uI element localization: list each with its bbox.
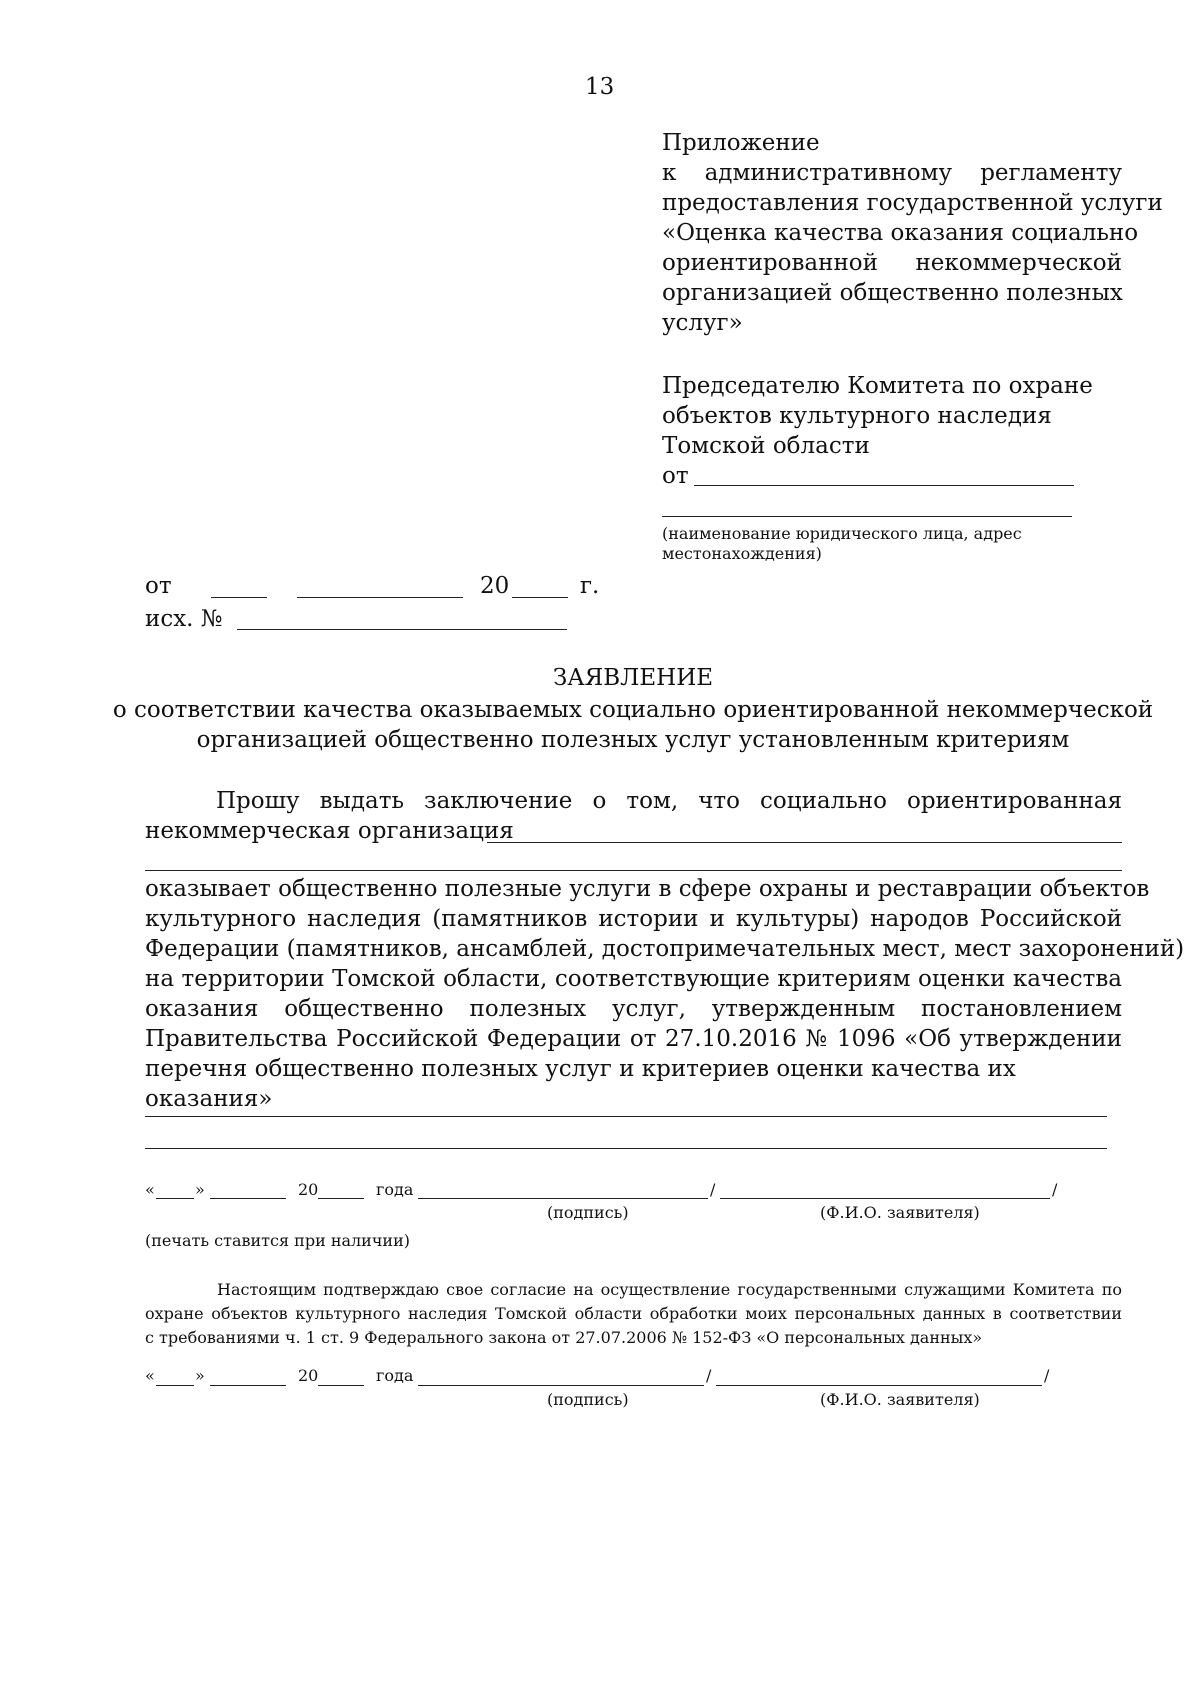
sig1-signature-field[interactable] (418, 1198, 708, 1199)
applicant-field-1[interactable] (694, 485, 1074, 486)
outgoing-year-suffix: г. (580, 573, 600, 599)
statement-title: ЗАЯВЛЕНИЕ (552, 665, 714, 691)
sig2-quote-open: « (145, 1366, 155, 1385)
appendix-line: «Оценка качества оказания социально (662, 220, 1139, 246)
addressee-caption: (наименование юридического лица, адрес местонахождения) (662, 524, 1022, 563)
body-line: Федерации (памятников, ансамблей, достопримечательных мест, мест захоронений) (145, 936, 1185, 962)
page-number: 13 (585, 74, 615, 100)
sig2-slash: / (706, 1366, 712, 1385)
body-org-label: некоммерческая организация (145, 818, 514, 844)
sig2-year-prefix: 20 (298, 1366, 319, 1385)
sig1-month-field[interactable] (210, 1198, 286, 1199)
sig2-month-field[interactable] (210, 1385, 286, 1386)
outgoing-number-label: исх. № (145, 606, 223, 632)
sig1-quote-open: « (145, 1180, 155, 1199)
statement-subtitle: о соответствии качества оказываемых социально ориентированной некоммерческой (112, 697, 1154, 723)
sig1-year-prefix: 20 (298, 1180, 319, 1199)
sig1-year-word: года (376, 1180, 414, 1199)
appendix-line: услуг» (662, 310, 743, 336)
organization-name-field[interactable] (487, 842, 1122, 843)
outgoing-number-field[interactable] (237, 629, 567, 630)
addressee-line: Председателю Комитета по охране (662, 373, 1093, 399)
addressee-block (662, 371, 1122, 461)
sig2-name-caption: (Ф.И.О. заявителя) (820, 1390, 980, 1409)
body-text (145, 874, 1185, 1114)
sig2-day-field[interactable] (156, 1385, 194, 1386)
appendix-line: организацией общественно полезных (662, 280, 1123, 306)
body-line: оказывает общественно полезные услуги в сфере охраны и реставрации объектов (145, 876, 1150, 902)
sig1-day-field[interactable] (156, 1198, 194, 1199)
addressee-line: Томской области (662, 433, 870, 459)
outgoing-day-field[interactable] (211, 597, 267, 598)
sig1-slash: / (1052, 1180, 1058, 1199)
sig2-year-word: года (376, 1366, 414, 1385)
body-line: Правительства Российской Федерации от 27.10.2016 № 1096 «Об утверждении (145, 1026, 1122, 1052)
statement-subtitle: организацией общественно полезных услуг установленным критериям (196, 727, 1070, 753)
outgoing-year-prefix: 20 (480, 573, 510, 599)
sig1-slash: / (710, 1180, 716, 1199)
sig2-signature-field[interactable] (418, 1385, 704, 1386)
body-line: на территории Томской области, соответствующие критериям оценки качества (145, 966, 1122, 992)
applicant-field-2[interactable] (662, 516, 1072, 517)
sig2-year-field[interactable] (318, 1385, 364, 1386)
body-line: культурного наследия (памятников истории и культуры) народов Российской (145, 906, 1122, 932)
sig2-slash: / (1044, 1366, 1050, 1385)
additional-info-field-1[interactable] (145, 1116, 1107, 1117)
body-intro-line: Прошу выдать заключение о том, что социально ориентированная (216, 788, 1122, 814)
body-line: оказания общественно полезных услуг, утвержденным постановлением (145, 996, 1122, 1022)
sig1-quote-close: » (195, 1180, 205, 1199)
sig2-signature-caption: (подпись) (547, 1390, 629, 1409)
sig1-name-caption: (Ф.И.О. заявителя) (820, 1203, 980, 1222)
sig1-year-field[interactable] (318, 1198, 364, 1199)
additional-info-field-2[interactable] (145, 1148, 1107, 1149)
consent-line: охране объектов культурного наследия Томской области обработки моих персональных данных в соответствии (145, 1304, 1122, 1323)
addressee-line: объектов культурного наследия (662, 403, 1052, 429)
addressee-from-label: от (662, 463, 689, 489)
appendix-block (662, 128, 1163, 338)
consent-line: Настоящим подтверждаю свое согласие на осуществление государственными служащими Комитета по (217, 1280, 1122, 1299)
sig2-quote-close: » (195, 1366, 205, 1385)
sig1-signature-caption: (подпись) (547, 1203, 629, 1222)
appendix-line: ориентированной некоммерческой (662, 250, 1122, 276)
sig1-name-field[interactable] (720, 1198, 1050, 1199)
seal-note: (печать ставится при наличии) (145, 1231, 410, 1250)
consent-text (145, 1278, 1122, 1350)
outgoing-month-field[interactable] (297, 597, 463, 598)
outgoing-date-label: от (145, 573, 172, 599)
outgoing-year-field[interactable] (512, 597, 568, 598)
sig2-name-field[interactable] (716, 1385, 1042, 1386)
body-line: перечня общественно полезных услуг и критериев оценки качества их оказания» (145, 1056, 1016, 1112)
organization-name-field-2[interactable] (145, 870, 1122, 871)
appendix-line: к административному регламенту (662, 160, 1122, 186)
appendix-title: Приложение (662, 130, 820, 156)
consent-line: с требованиями ч. 1 ст. 9 Федерального закона от 27.07.2006 № 152-ФЗ «О персональных данных» (145, 1328, 983, 1347)
appendix-line: предоставления государственной услуги (662, 190, 1163, 216)
